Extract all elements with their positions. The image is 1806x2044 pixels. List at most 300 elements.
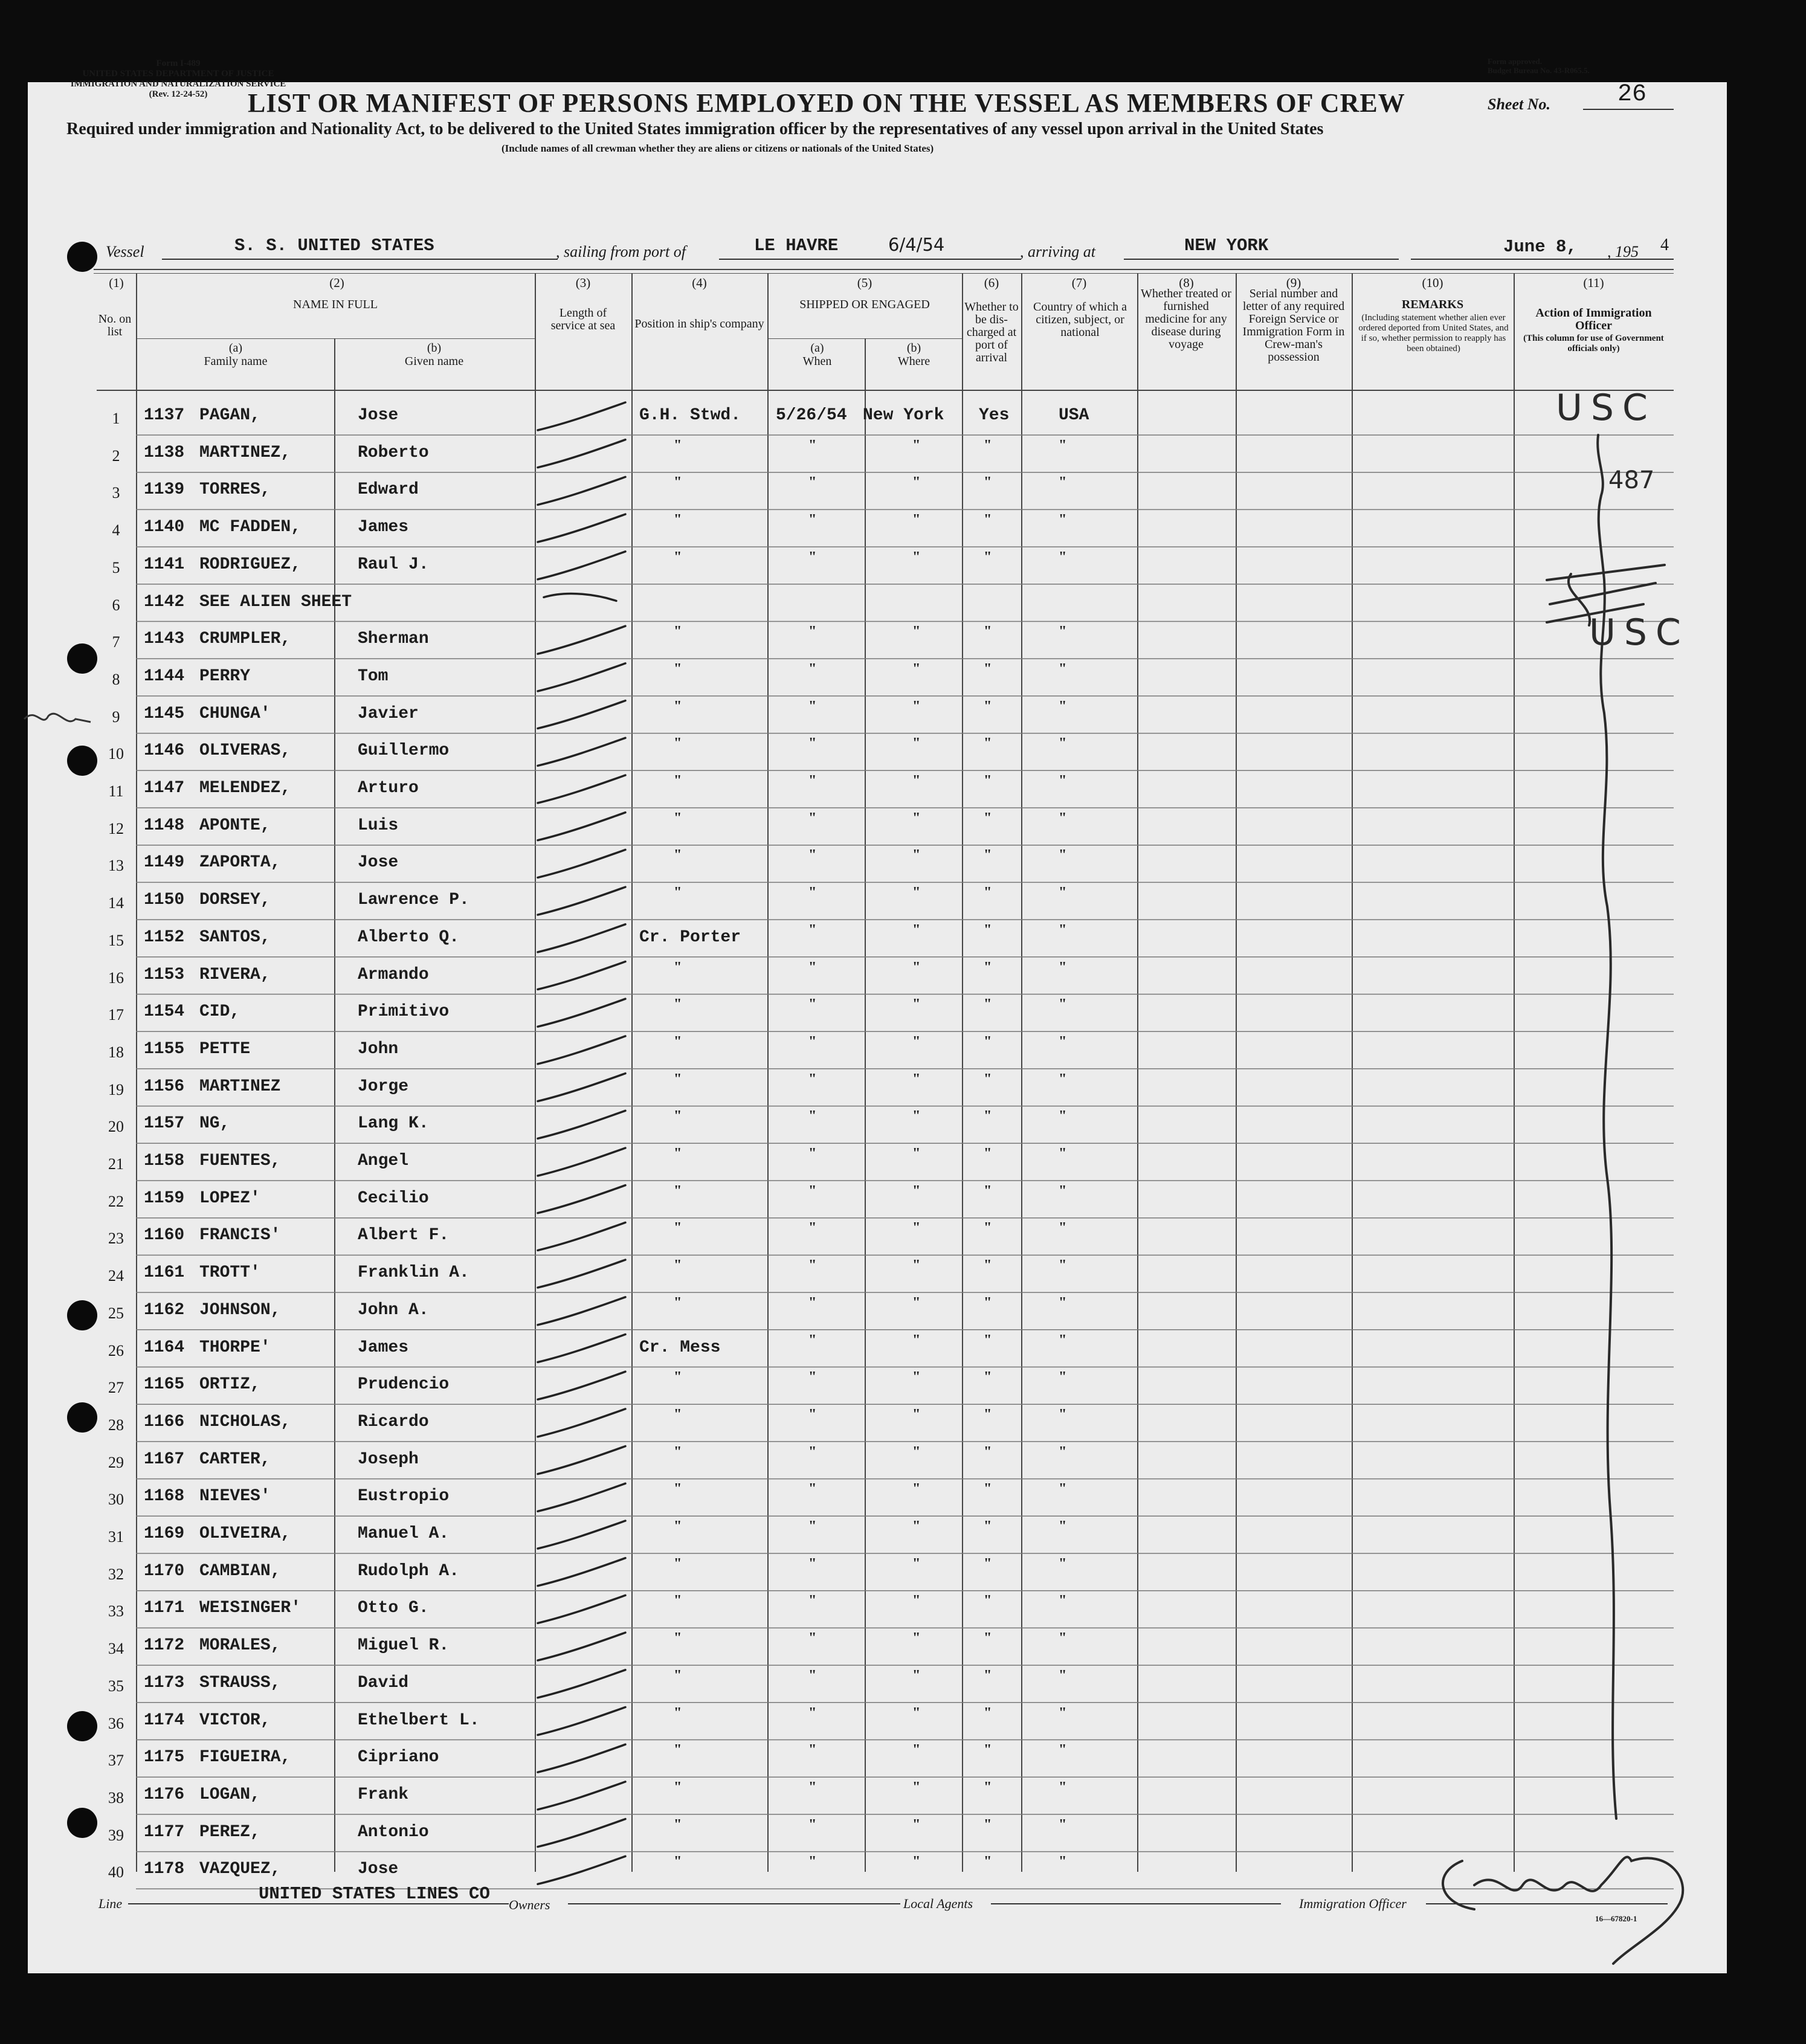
arrival-date: June 8, bbox=[1503, 237, 1577, 257]
when-ditto: " bbox=[808, 1630, 817, 1646]
crew-list-number: 1169 bbox=[144, 1524, 185, 1543]
when-ditto: " bbox=[808, 1332, 817, 1348]
usc-annotation-2: USC bbox=[1589, 611, 1689, 654]
position-ditto: " bbox=[674, 1406, 682, 1422]
col-remarks-note: (Including statement whether alien ever ordered deported from United States, and if so, whether permission to reapply has been obtained) bbox=[1358, 313, 1509, 353]
given-name: Ricardo bbox=[358, 1412, 429, 1431]
when-ditto: " bbox=[808, 1742, 817, 1758]
country-ditto: " bbox=[1059, 512, 1067, 528]
country-ditto: " bbox=[1059, 1033, 1067, 1049]
family-name: LOGAN, bbox=[199, 1785, 260, 1804]
given-name: Alberto Q. bbox=[358, 927, 460, 947]
country-ditto: " bbox=[1059, 698, 1067, 714]
col-when-num: (a) bbox=[810, 341, 824, 355]
family-name: FRANCIS' bbox=[199, 1226, 281, 1245]
discharge-ditto: " bbox=[984, 1854, 992, 1870]
discharge-ditto: " bbox=[984, 1369, 992, 1385]
when-ditto: " bbox=[808, 1182, 817, 1199]
country-ditto: " bbox=[1059, 474, 1067, 491]
col-service-header: Length of service at sea bbox=[550, 306, 616, 332]
where-ditto: " bbox=[912, 1443, 921, 1460]
position-ditto: " bbox=[674, 1443, 682, 1460]
given-name: Frank bbox=[358, 1785, 409, 1804]
position-ditto: " bbox=[674, 1257, 682, 1274]
where-ditto: " bbox=[912, 1816, 921, 1833]
crew-list-number: 1170 bbox=[144, 1561, 185, 1581]
col-family-header: Family name bbox=[204, 355, 268, 368]
shipped-when: 5/26/54 bbox=[776, 406, 847, 425]
where-ditto: " bbox=[912, 549, 921, 565]
position-ditto: " bbox=[674, 549, 682, 565]
given-name: Arturo bbox=[358, 779, 419, 798]
crew-list-number: 1160 bbox=[144, 1226, 185, 1245]
row-number: 22 bbox=[108, 1192, 124, 1210]
col-no-header: No. on list bbox=[98, 312, 132, 338]
column-number: (7) bbox=[1071, 276, 1087, 290]
row-number: 40 bbox=[108, 1863, 124, 1881]
position-ditto: " bbox=[674, 1667, 682, 1683]
given-name: Tom bbox=[358, 666, 389, 686]
discharge-ditto: " bbox=[984, 624, 992, 640]
country-ditto: " bbox=[1059, 1332, 1067, 1348]
family-name: TORRES, bbox=[199, 480, 271, 500]
crew-list-number: 1157 bbox=[144, 1114, 185, 1133]
crew-list-number: 1178 bbox=[144, 1860, 185, 1879]
position-ditto: " bbox=[674, 996, 682, 1013]
where-ditto: " bbox=[912, 1704, 921, 1721]
crew-list-number: 1176 bbox=[144, 1785, 185, 1804]
where-ditto: " bbox=[912, 1630, 921, 1646]
given-name: Luis bbox=[358, 816, 399, 835]
country-ditto: " bbox=[1059, 1779, 1067, 1795]
position-ditto: " bbox=[674, 1630, 682, 1646]
country-ditto: " bbox=[1059, 885, 1067, 901]
family-name: PERRY bbox=[199, 666, 251, 686]
family-name: SEE ALIEN SHEET bbox=[199, 592, 352, 611]
row-number: 29 bbox=[108, 1453, 124, 1471]
row-number: 9 bbox=[112, 708, 120, 726]
country-ditto: " bbox=[1059, 735, 1067, 752]
country-ditto: " bbox=[1059, 1369, 1067, 1385]
family-name: NG, bbox=[199, 1114, 230, 1133]
position-ditto: " bbox=[674, 1146, 682, 1161]
column-number: (5) bbox=[857, 276, 872, 290]
col-name-header: NAME IN FULL bbox=[293, 298, 378, 311]
agents-label: Local Agents bbox=[903, 1896, 973, 1911]
discharge-ditto: " bbox=[984, 1182, 992, 1199]
position-ditto: " bbox=[674, 885, 682, 901]
given-name: Cecilio bbox=[358, 1188, 429, 1208]
discharge-ditto: " bbox=[984, 773, 992, 788]
include-note: (Include names of all crewman whether they are aliens or citizens or nationals of the United States) bbox=[501, 143, 934, 154]
discharge-ditto: " bbox=[984, 512, 992, 528]
row-number: 23 bbox=[108, 1230, 124, 1248]
discharge-ditto: " bbox=[984, 1220, 992, 1236]
count-annotation: 487 bbox=[1608, 466, 1655, 494]
crew-list-number: 1148 bbox=[144, 816, 185, 835]
family-name: SANTOS, bbox=[199, 927, 271, 947]
col-where-num: (b) bbox=[906, 341, 921, 355]
where-ditto: " bbox=[912, 1555, 921, 1572]
country: USA bbox=[1059, 406, 1089, 425]
country-ditto: " bbox=[1059, 1518, 1067, 1534]
column-number: (4) bbox=[692, 276, 707, 290]
position-ditto: " bbox=[674, 1182, 682, 1199]
crew-list-number: 1168 bbox=[144, 1487, 185, 1506]
agency-name: UNITED STATES DEPARTMENT OF JUSTICE bbox=[82, 69, 274, 79]
vessel-label: Vessel bbox=[106, 243, 144, 260]
row-number: 24 bbox=[108, 1267, 124, 1285]
family-name: FUENTES, bbox=[199, 1152, 281, 1170]
position-ditto: " bbox=[674, 810, 682, 826]
given-name: Albert F. bbox=[358, 1226, 450, 1245]
row-number: 21 bbox=[108, 1155, 124, 1173]
family-name: WEISINGER' bbox=[199, 1599, 302, 1618]
crew-list-number: 1146 bbox=[144, 741, 185, 761]
when-ditto: " bbox=[808, 1108, 817, 1124]
when-ditto: " bbox=[808, 921, 817, 938]
position-ditto: " bbox=[674, 1071, 682, 1087]
family-name: PAGAN, bbox=[199, 406, 260, 425]
given-name: Prudencio bbox=[358, 1375, 450, 1394]
row-number: 35 bbox=[108, 1677, 124, 1695]
departure-port: LE HAVRE bbox=[754, 236, 839, 256]
position-ditto: " bbox=[674, 959, 682, 975]
row-number: 34 bbox=[108, 1640, 124, 1658]
row-number: 12 bbox=[108, 819, 124, 837]
where-ditto: " bbox=[912, 1593, 921, 1609]
given-name: Jose bbox=[358, 406, 399, 425]
when-ditto: " bbox=[808, 1555, 817, 1572]
vessel-name: S. S. UNITED STATES bbox=[234, 236, 434, 256]
position-ditto: " bbox=[674, 624, 682, 640]
country-ditto: " bbox=[1059, 624, 1067, 640]
when-ditto: " bbox=[808, 959, 817, 975]
given-name: Edward bbox=[358, 480, 419, 500]
crew-list-number: 1172 bbox=[144, 1636, 185, 1656]
position-ditto: " bbox=[674, 735, 682, 752]
row-number: 17 bbox=[108, 1006, 124, 1024]
when-ditto: " bbox=[808, 512, 817, 528]
where-ditto: " bbox=[912, 735, 921, 752]
family-name: RODRIGUEZ, bbox=[199, 555, 302, 574]
position: Cr. Porter bbox=[639, 927, 741, 947]
given-name: Ethelbert L. bbox=[358, 1710, 480, 1730]
country-ditto: " bbox=[1059, 1257, 1067, 1274]
position-ditto: " bbox=[674, 1220, 682, 1236]
when-ditto: " bbox=[808, 1294, 817, 1311]
position-ditto: " bbox=[674, 1704, 682, 1721]
where-ditto: " bbox=[912, 437, 921, 453]
given-name: Primitivo bbox=[358, 1002, 450, 1022]
crew-list-number: 1161 bbox=[144, 1263, 185, 1283]
discharge-ditto: " bbox=[984, 1593, 992, 1609]
family-name: MELENDEZ, bbox=[199, 779, 291, 798]
when-ditto: " bbox=[808, 624, 817, 640]
family-name: VAZQUEZ, bbox=[199, 1860, 281, 1879]
where-ditto: " bbox=[912, 885, 921, 901]
crew-list-number: 1155 bbox=[144, 1039, 185, 1059]
country-ditto: " bbox=[1059, 921, 1067, 938]
column-number: (1) bbox=[109, 276, 124, 290]
crew-list-number: 1175 bbox=[144, 1748, 185, 1767]
form-number: Form I-489 bbox=[156, 59, 201, 68]
crew-list-number: 1149 bbox=[144, 853, 185, 872]
given-name: James bbox=[358, 518, 409, 537]
given-name: Lawrence P. bbox=[358, 891, 469, 910]
given-name: Joseph bbox=[358, 1449, 419, 1469]
position-ditto: " bbox=[674, 660, 682, 677]
position-ditto: " bbox=[674, 1593, 682, 1609]
where-ditto: " bbox=[912, 1742, 921, 1758]
row-number: 26 bbox=[108, 1341, 124, 1359]
col-shipped-header: SHIPPED OR ENGAGED bbox=[799, 298, 930, 311]
family-name: CRUMPLER, bbox=[199, 630, 291, 649]
row-number: 20 bbox=[108, 1118, 124, 1136]
row-number: 32 bbox=[108, 1565, 124, 1583]
crew-list-number: 1144 bbox=[144, 666, 185, 686]
crew-list-number: 1156 bbox=[144, 1077, 185, 1096]
crew-list-number: 1140 bbox=[144, 518, 185, 537]
where-ditto: " bbox=[912, 996, 921, 1013]
subtitle: Required under immigration and Nationality Act, to be delivered to the United States immigration officer by the representatives of any vessel upon arrival in the United States bbox=[66, 120, 1324, 138]
country-ditto: " bbox=[1059, 1704, 1067, 1721]
position-ditto: " bbox=[674, 474, 682, 491]
given-name: Cipriano bbox=[358, 1748, 439, 1767]
where-ditto: " bbox=[912, 773, 921, 788]
family-name: OLIVERAS, bbox=[199, 741, 291, 761]
row-number: 5 bbox=[112, 558, 120, 576]
country-ditto: " bbox=[1059, 1555, 1067, 1572]
given-name: David bbox=[358, 1673, 409, 1692]
discharge-ditto: " bbox=[984, 660, 992, 677]
usc-annotation: USC bbox=[1556, 387, 1656, 429]
where-ditto: " bbox=[912, 1108, 921, 1124]
where-ditto: " bbox=[912, 1294, 921, 1311]
country-ditto: " bbox=[1059, 437, 1067, 453]
where-ditto: " bbox=[912, 1667, 921, 1683]
crew-list-number: 1158 bbox=[144, 1152, 185, 1170]
country-ditto: " bbox=[1059, 660, 1067, 677]
country-ditto: " bbox=[1059, 1294, 1067, 1311]
position-ditto: " bbox=[674, 1779, 682, 1795]
where-ditto: " bbox=[912, 698, 921, 714]
country-ditto: " bbox=[1059, 1146, 1067, 1161]
position-ditto: " bbox=[674, 1369, 682, 1385]
year-prefix: , 195 bbox=[1607, 243, 1639, 260]
when-ditto: " bbox=[808, 1220, 817, 1236]
row-number: 33 bbox=[108, 1602, 124, 1620]
discharge-ditto: " bbox=[984, 474, 992, 491]
discharge-ditto: " bbox=[984, 1667, 992, 1683]
country-ditto: " bbox=[1059, 1481, 1067, 1497]
given-name: Manuel A. bbox=[358, 1524, 450, 1543]
family-name: LOPEZ' bbox=[199, 1188, 260, 1208]
country-ditto: " bbox=[1059, 1630, 1067, 1646]
discharge-ditto: " bbox=[984, 1704, 992, 1721]
discharge-ditto: " bbox=[984, 1555, 992, 1572]
country-ditto: " bbox=[1059, 1108, 1067, 1124]
given-name: Lang K. bbox=[358, 1114, 429, 1133]
family-name: MORALES, bbox=[199, 1636, 281, 1656]
discharge-ditto: " bbox=[984, 1481, 992, 1497]
discharge-ditto: " bbox=[984, 996, 992, 1013]
crew-list-number: 1174 bbox=[144, 1710, 185, 1730]
when-ditto: " bbox=[808, 1518, 817, 1534]
col-remarks-header: REMARKS bbox=[1401, 298, 1464, 311]
when-ditto: " bbox=[808, 1071, 817, 1087]
family-name: VICTOR, bbox=[199, 1710, 271, 1730]
where-ditto: " bbox=[912, 474, 921, 491]
when-ditto: " bbox=[808, 1146, 817, 1161]
family-name: MARTINEZ, bbox=[199, 443, 291, 462]
crew-list-number: 1137 bbox=[144, 406, 185, 425]
country-ditto: " bbox=[1059, 1816, 1067, 1833]
crew-list-number: 1145 bbox=[144, 704, 185, 723]
when-ditto: " bbox=[808, 1481, 817, 1497]
sailing-date: 6/4/54 bbox=[888, 234, 945, 255]
column-number: (10) bbox=[1422, 276, 1443, 290]
row-number: 39 bbox=[108, 1826, 124, 1844]
position-ditto: " bbox=[674, 1555, 682, 1572]
country-ditto: " bbox=[1059, 1667, 1067, 1683]
crew-list-number: 1152 bbox=[144, 927, 185, 947]
col-discharge-header: Whether to be dis-charged at port of arrival bbox=[964, 300, 1019, 364]
where-ditto: " bbox=[912, 624, 921, 640]
discharge-ditto: " bbox=[984, 1630, 992, 1646]
when-ditto: " bbox=[808, 810, 817, 826]
crew-list-number: 1164 bbox=[144, 1338, 185, 1357]
when-ditto: " bbox=[808, 1033, 817, 1049]
row-number: 6 bbox=[112, 596, 120, 614]
service-name: IMMIGRATION AND NATURALIZATION SERVICE bbox=[70, 79, 286, 89]
row-number: 11 bbox=[108, 782, 124, 800]
position-ditto: " bbox=[674, 1854, 682, 1870]
line-value: UNITED STATES LINES CO bbox=[259, 1884, 490, 1904]
discharge-ditto: " bbox=[984, 810, 992, 826]
row-number: 27 bbox=[108, 1379, 124, 1397]
when-ditto: " bbox=[808, 1369, 817, 1385]
family-name: STRAUSS, bbox=[199, 1673, 281, 1692]
row-number: 28 bbox=[108, 1416, 124, 1434]
crew-list-number: 1167 bbox=[144, 1449, 185, 1469]
discharge-ditto: " bbox=[984, 959, 992, 975]
country-ditto: " bbox=[1059, 1406, 1067, 1422]
row-number: 37 bbox=[108, 1752, 124, 1770]
where-ditto: " bbox=[912, 1033, 921, 1049]
print-code: 16—67820-1 bbox=[1595, 1914, 1637, 1923]
country-ditto: " bbox=[1059, 1071, 1067, 1087]
budget-bureau: Budget Bureau No. 43-R065.5. bbox=[1488, 66, 1590, 75]
family-name: JOHNSON, bbox=[199, 1300, 281, 1320]
row-number: 7 bbox=[112, 633, 120, 651]
position: Cr. Mess bbox=[639, 1338, 721, 1357]
discharge-ditto: " bbox=[984, 885, 992, 901]
when-ditto: " bbox=[808, 549, 817, 565]
given-name: Jose bbox=[358, 1860, 399, 1879]
when-ditto: " bbox=[808, 1443, 817, 1460]
given-name: Sherman bbox=[358, 630, 429, 649]
family-name: APONTE, bbox=[199, 816, 271, 835]
discharge-ditto: " bbox=[984, 1033, 992, 1049]
discharge-ditto: " bbox=[984, 1294, 992, 1311]
given-name: John bbox=[358, 1039, 399, 1059]
where-ditto: " bbox=[912, 1220, 921, 1236]
position-ditto: " bbox=[674, 847, 682, 863]
country-ditto: " bbox=[1059, 996, 1067, 1013]
column-number: (6) bbox=[984, 276, 999, 290]
row-number: 19 bbox=[108, 1080, 124, 1098]
given-name: James bbox=[358, 1338, 409, 1357]
arrival-port: NEW YORK bbox=[1184, 236, 1269, 256]
family-name: DORSEY, bbox=[199, 891, 271, 910]
when-ditto: " bbox=[808, 698, 817, 714]
col-given-header: Given name bbox=[404, 355, 464, 368]
column-number: (2) bbox=[329, 276, 344, 290]
row-number: 13 bbox=[108, 857, 124, 875]
when-ditto: " bbox=[808, 885, 817, 901]
where-ditto: " bbox=[912, 660, 921, 677]
crew-list-number: 1173 bbox=[144, 1673, 185, 1692]
discharge-ditto: " bbox=[984, 437, 992, 453]
country-ditto: " bbox=[1059, 1593, 1067, 1609]
where-ditto: " bbox=[912, 959, 921, 975]
arriving-label: , arriving at bbox=[1020, 243, 1095, 260]
family-name: THORPE' bbox=[199, 1338, 271, 1357]
when-ditto: " bbox=[808, 1779, 817, 1795]
given-name: Roberto bbox=[358, 443, 429, 462]
crew-list-number: 1159 bbox=[144, 1188, 185, 1208]
position-ditto: " bbox=[674, 437, 682, 453]
discharge-ditto: " bbox=[984, 1071, 992, 1087]
row-number: 8 bbox=[112, 670, 120, 688]
country-ditto: " bbox=[1059, 773, 1067, 788]
row-number: 36 bbox=[108, 1714, 124, 1732]
discharge-ditto: " bbox=[984, 698, 992, 714]
shipped-where: New York bbox=[863, 406, 944, 425]
where-ditto: " bbox=[912, 847, 921, 863]
family-name: ORTIZ, bbox=[199, 1375, 260, 1394]
crew-list-number: 1138 bbox=[144, 443, 185, 462]
when-ditto: " bbox=[808, 1704, 817, 1721]
family-name: MARTINEZ bbox=[199, 1077, 281, 1096]
discharge-ditto: " bbox=[984, 549, 992, 565]
given-name: Javier bbox=[358, 704, 419, 723]
column-number: (3) bbox=[575, 276, 591, 290]
col-medicine-header: Whether treated or furnished medicine for any disease during voyage bbox=[1141, 287, 1231, 351]
when-ditto: " bbox=[808, 1406, 817, 1422]
where-ditto: " bbox=[912, 810, 921, 826]
discharge-ditto: " bbox=[984, 1146, 992, 1161]
when-ditto: " bbox=[808, 1593, 817, 1609]
row-number: 15 bbox=[108, 931, 124, 949]
family-name: FIGUEIRA, bbox=[199, 1748, 291, 1767]
owners-label: Owners bbox=[509, 1897, 550, 1912]
column-number: (8) bbox=[1179, 276, 1194, 290]
where-ditto: " bbox=[912, 1406, 921, 1422]
position-ditto: " bbox=[674, 1481, 682, 1497]
row-number: 1 bbox=[112, 410, 120, 427]
family-name: CID, bbox=[199, 1002, 240, 1022]
row-number: 2 bbox=[112, 447, 120, 465]
given-name: Eustropio bbox=[358, 1487, 450, 1506]
crew-list-number: 1162 bbox=[144, 1300, 185, 1320]
where-ditto: " bbox=[912, 1071, 921, 1087]
where-ditto: " bbox=[912, 1779, 921, 1795]
crew-list-number: 1166 bbox=[144, 1412, 185, 1431]
crew-list-number: 1147 bbox=[144, 779, 185, 798]
discharge-ditto: " bbox=[984, 1742, 992, 1758]
